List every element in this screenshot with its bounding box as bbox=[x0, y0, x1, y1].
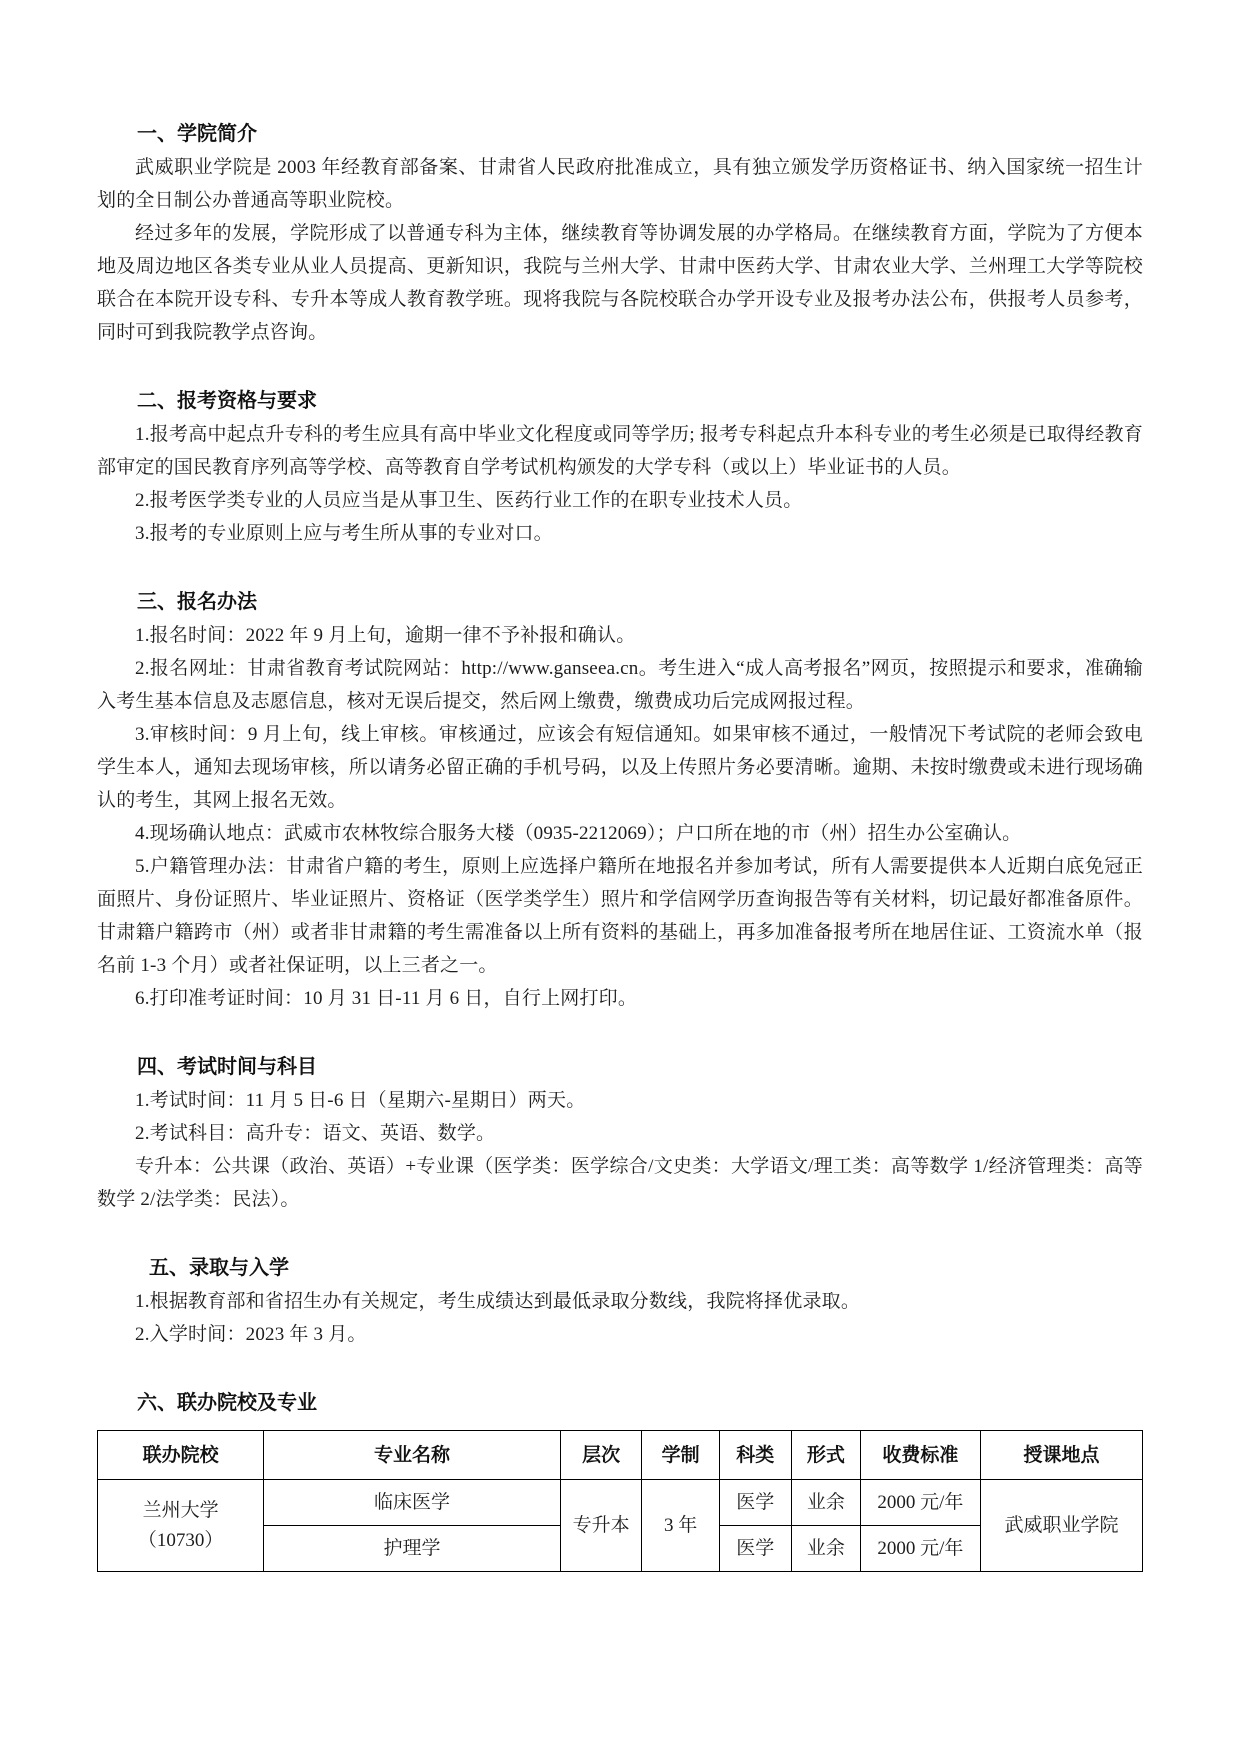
cell-form: 业余 bbox=[791, 1526, 860, 1572]
cell-fee: 2000 元/年 bbox=[860, 1526, 980, 1572]
table-header-row bbox=[98, 1431, 1143, 1480]
paragraph: 3.审核时间：9 月上旬，线上审核。审核通过，应该会有短信通知。如果审核不通过，一般情况下考试院的老师会致电学生本人，通知去现场审核，所以请务必留正确的手机号码，以及上传照片务必要清晰。逾期、未按时缴费或未进行现场确认的考生，其网上报名无效。 bbox=[97, 724, 1143, 811]
section-qualifications bbox=[97, 385, 1143, 550]
paragraph: 1.报考高中起点升专科的考生应具有高中毕业文化程度或同等学历; 报考专科起点升本科专业的考生必须是已取得经教育部审定的国民教育序列高等学校、高等教育自学考试机构颁发的大学专科（或以上）毕业证书的人员。 bbox=[97, 424, 1143, 478]
section-joint-colleges bbox=[97, 1387, 1143, 1572]
table-row bbox=[98, 1480, 1143, 1526]
paragraph: 2.入学时间：2023 年 3 月。 bbox=[135, 1324, 367, 1345]
joint-colleges-table bbox=[97, 1430, 1143, 1572]
col-header-form: 形式 bbox=[791, 1431, 860, 1480]
cell-major: 临床医学 bbox=[264, 1480, 561, 1526]
paragraph: 武威职业学院是 2003 年经教育部备案、甘肃省人民政府批准成立，具有独立颁发学历资格证书、纳入国家统一招生计划的全日制公办普通高等职业院校。 bbox=[97, 157, 1143, 211]
section-college-intro bbox=[97, 118, 1143, 349]
paragraph: 6.打印准考证时间：10 月 31 日-11 月 6 日，自行上网打印。 bbox=[135, 988, 638, 1009]
paragraph: 4.现场确认地点：武威市农林牧综合服务大楼（0935-2212069）；户口所在地的市（州）招生办公室确认。 bbox=[135, 823, 1022, 844]
college-name: 兰州大学 bbox=[142, 1499, 219, 1521]
paragraph: 1.报名时间：2022 年 9 月上旬，逾期一律不予补报和确认。 bbox=[135, 625, 636, 646]
cell-fee: 2000 元/年 bbox=[860, 1480, 980, 1526]
section-heading-6: 六、联办院校及专业 bbox=[137, 1392, 317, 1414]
section-heading-1: 一、学院简介 bbox=[137, 123, 257, 145]
section-heading-3: 三、报名办法 bbox=[137, 591, 257, 613]
col-header-major: 专业名称 bbox=[264, 1431, 561, 1480]
cell-category: 医学 bbox=[719, 1526, 791, 1572]
cell-college bbox=[98, 1480, 264, 1572]
paragraph: 1.考试时间：11 月 5 日-6 日（星期六-星期日）两天。 bbox=[135, 1090, 586, 1111]
col-header-college: 联办院校 bbox=[98, 1431, 264, 1480]
section-registration bbox=[97, 586, 1143, 1015]
cell-form: 业余 bbox=[791, 1480, 860, 1526]
paragraph-with-url: 2.报名网址：甘肃省教育考试院网站：http://www.ganseea.cn。考生进入“成人高考报名”网页，按照提示和要求，准确输入考生基本信息及志愿信息，核对无误后提交，然后网上缴费，缴费成功后完成网报过程。 bbox=[97, 658, 1143, 712]
section-exam-time-subjects bbox=[97, 1051, 1143, 1216]
paragraph: 2.报考医学类专业的人员应当是从事卫生、医药行业工作的在职专业技术人员。 bbox=[135, 490, 803, 511]
cell-location: 武威职业学院 bbox=[980, 1480, 1142, 1572]
col-header-duration: 学制 bbox=[642, 1431, 719, 1480]
cell-major: 护理学 bbox=[264, 1526, 561, 1572]
section-admission bbox=[97, 1252, 1143, 1351]
section-heading-5: 五、录取与入学 bbox=[149, 1257, 289, 1279]
paragraph: 专升本：公共课（政治、英语）+专业课（医学类：医学综合/文史类：大学语文/理工类：高等数学 1/经济管理类：高等数学 2/法学类：民法）。 bbox=[97, 1156, 1143, 1210]
paragraph: 经过多年的发展，学院形成了以普通专科为主体，继续教育等协调发展的办学格局。在继续教育方面，学院为了方便本地及周边地区各类专业从业人员提高、更新知识，我院与兰州大学、甘肃中医药大学、甘肃农业大学、兰州理工大学等院校联合在本院开设专科、专升本等成人教育教学班。现将我院与各院校联合办学开设专业及报考办法公布，供报考人员参考，同时可到我院教学点咨询。 bbox=[97, 223, 1143, 343]
paragraph: 2.考试科目：高升专：语文、英语、数学。 bbox=[135, 1123, 496, 1144]
paragraph: 3.报考的专业原则上应与考生所从事的专业对口。 bbox=[135, 523, 553, 544]
college-code: （10730） bbox=[137, 1529, 224, 1551]
col-header-location: 授课地点 bbox=[980, 1431, 1142, 1480]
cell-level: 专升本 bbox=[560, 1480, 642, 1572]
paragraph: 1.根据教育部和省招生办有关规定，考生成绩达到最低录取分数线，我院将择优录取。 bbox=[135, 1291, 861, 1312]
section-heading-2: 二、报考资格与要求 bbox=[137, 390, 317, 412]
col-header-fee: 收费标准 bbox=[860, 1431, 980, 1480]
col-header-category: 科类 bbox=[719, 1431, 791, 1480]
paragraph: 5.户籍管理办法：甘肃省户籍的考生，原则上应选择户籍所在地报名并参加考试，所有人需要提供本人近期白底免冠正面照片、身份证照片、毕业证照片、资格证（医学类学生）照片和学信网学历查询报告等有关材料，切记最好都准备原件。甘肃籍户籍跨市（州）或者非甘肃籍的考生需准备以上所有资料的基础上，再多加准备报考所在地居住证、工资流水单（报名前 1-3 个月）或者社保证明，以上三者之一。 bbox=[97, 856, 1143, 976]
cell-duration: 3 年 bbox=[642, 1480, 719, 1572]
cell-category: 医学 bbox=[719, 1480, 791, 1526]
section-heading-4: 四、考试时间与科目 bbox=[137, 1056, 317, 1078]
col-header-level: 层次 bbox=[560, 1431, 642, 1480]
